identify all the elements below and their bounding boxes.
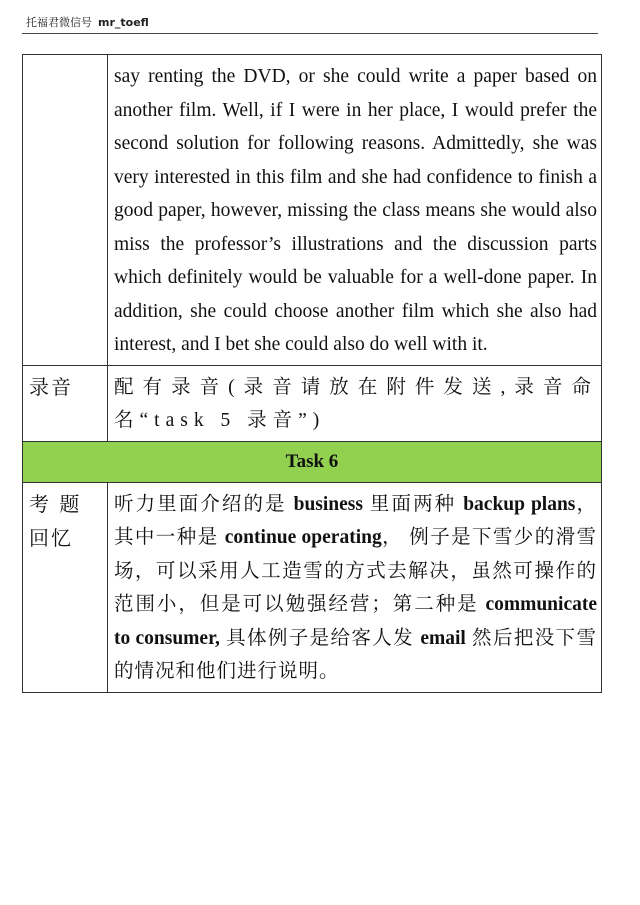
essay-row-label: [23, 55, 108, 366]
recording-row: [23, 365, 602, 441]
recording-note: 配有录音(录音请放在附件发送,录音命名“task 5 录音”): [108, 365, 602, 441]
page-header: [26, 14, 598, 30]
task-table: [22, 54, 602, 693]
recall-keyword: continue operating: [224, 527, 382, 548]
recall-keyword: communicate to consumer,: [114, 594, 597, 649]
recording-label: 录音: [23, 365, 108, 441]
recall-label: 考 题 回忆: [23, 482, 108, 692]
recall-text-segment: 具体例子是给客人发: [219, 627, 421, 649]
recall-text: [108, 482, 602, 692]
task-6-title: Task 6: [23, 441, 602, 482]
recall-text-segment: ， 例子是下雪少的滑雪场，可以采用人工造雪的方式去解决，虽然可操作的范围小，但是可以勉强经营；第二种是: [114, 527, 597, 615]
recall-keyword: business: [293, 493, 363, 515]
essay-text: say renting the DVD, or she could write a paper based on another film. Well, if I were in her place, I would prefer the second solution for following reasons. Admittedly, she was very interested in this film and she had confidence to finish a good paper, however, missing the class means she would also miss the professor’s illustrations and the discussion parts which definitely would be valuable for a well-done paper. In addition, she could choose another film which she also had interest, and I bet she could also do well with it.: [108, 55, 602, 366]
recall-text-segment: ，其中一种是: [114, 493, 597, 548]
header-divider: [22, 33, 598, 34]
recall-text-segment: 听力里面介绍的是: [114, 493, 294, 515]
recall-text-segment: 然后把没下雪的情况和他们进行说明。: [114, 627, 597, 682]
task-band-row: [23, 441, 602, 482]
header-account-cn: 托福君微信号: [26, 16, 92, 29]
recall-keyword: email: [420, 627, 466, 649]
recall-text-segment: 里面两种: [362, 493, 464, 515]
header-account-id: mr_toefl: [98, 16, 149, 29]
recall-keyword: backup plans: [463, 493, 576, 515]
recall-row: [23, 482, 602, 692]
essay-row: [23, 55, 602, 366]
